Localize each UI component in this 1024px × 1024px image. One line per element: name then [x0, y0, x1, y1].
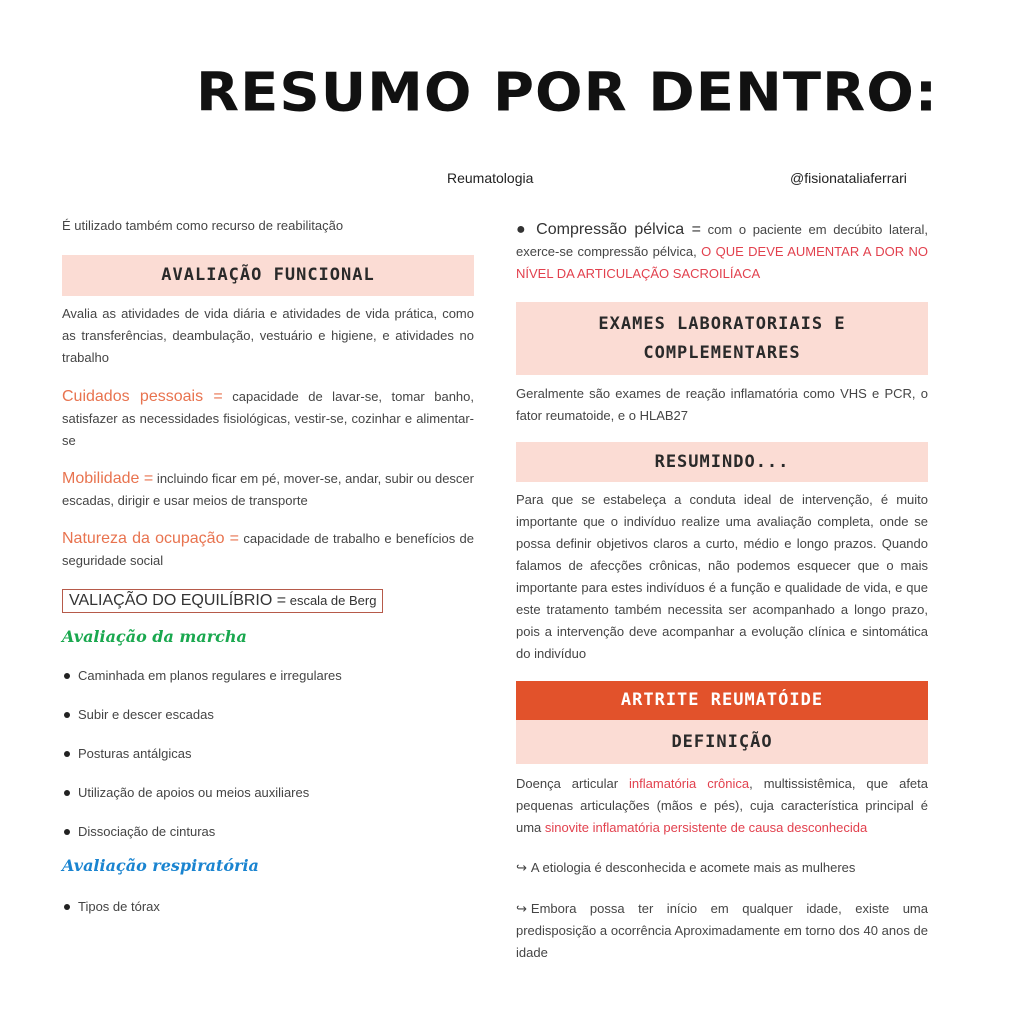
etiology-note: [516, 857, 928, 879]
list-item-text: Caminhada em planos regulares e irregulares: [78, 668, 342, 683]
list-item: [62, 668, 474, 707]
left-column: [62, 214, 474, 938]
bullet-icon: [64, 673, 70, 679]
functional-text: Avalia as atividades de vida diária e atividades de vida prática, como as transferências, deambulação, vestuário e higiene, e atividades no trabalho: [62, 306, 474, 365]
list-item-text: Dissociação de cinturas: [78, 824, 216, 839]
exams-title-line-2: COMPLEMENTARES: [643, 343, 801, 363]
respiratory-list: [62, 899, 474, 938]
balance-box: [62, 589, 383, 613]
bullet-icon: [64, 712, 70, 718]
text-occupation: capacidade de trabalho e benefícios de seguridade social: [62, 531, 475, 568]
list-item-text: Subir e descer escadas: [78, 707, 214, 722]
cropped-line: [62, 984, 322, 992]
definition-part-1: Doença articular: [516, 776, 630, 791]
gait-heading: Avaliação da marcha: [62, 627, 247, 646]
section-heading-summary: RESUMINDO...: [516, 442, 928, 482]
banner-title: RESUMO POR DENTRO:: [196, 62, 939, 124]
pelvic-lead: ● Compressão pélvica =: [516, 221, 701, 238]
balance-box-wrap: [62, 589, 474, 613]
list-item: [62, 746, 474, 785]
list-item: [62, 785, 474, 824]
balance-title: VALIAÇÃO DO EQUILÍBRIO =: [69, 592, 287, 609]
list-item-text: Tipos de tórax: [78, 899, 160, 914]
item-occupation: [62, 528, 474, 572]
onset-note: [516, 898, 928, 964]
text-personal-care: capacidade de lavar-se, tomar banho, satisfazer as necessidades fisiológicas, vestir-se, cozinhar e alimentar-se: [62, 389, 475, 448]
return-arrow-icon: ↪: [516, 860, 527, 875]
bullet-icon: [64, 790, 70, 796]
term-personal-care: Cuidados pessoais =: [62, 388, 223, 405]
section-heading-ra: ARTRITE REUMATÓIDE: [516, 681, 928, 720]
balance-scale: escala de Berg: [286, 593, 377, 608]
onset-text: Embora possa ter início em qualquer idade, existe uma predisposição a ocorrência Aproximadamente em torno dos 40 anos de idade: [516, 901, 928, 960]
list-item-text: Posturas antálgicas: [78, 746, 192, 761]
list-item: [62, 707, 474, 746]
section-heading-definition: DEFINIÇÃO: [516, 720, 928, 764]
respiratory-heading: Avaliação respiratória: [62, 856, 259, 875]
gait-list: [62, 668, 474, 856]
definition-emphasis-1: inflamatória crônica: [629, 776, 750, 791]
definition-part-2: , multissistêmica, que afeta pequenas articulações (mãos e pés), cuja característica principal é uma: [516, 776, 928, 835]
list-item: [62, 899, 474, 938]
bullet-icon: [64, 751, 70, 757]
exams-text: Geralmente são exames de reação inflamatória como VHS e PCR, o fator reumatoide, e o HLAB27: [516, 386, 928, 423]
header-handle: @fisionataliaferrari: [790, 170, 907, 186]
term-mobility: Mobilidade =: [62, 470, 154, 487]
pelvic-text: com o paciente em decúbito lateral, exerce-se compressão pélvica,: [516, 222, 929, 259]
bullet-icon: [64, 829, 70, 835]
exams-title-line-1: EXAMES LABORATORIAIS E: [598, 314, 846, 334]
etiology-text: A etiologia é desconhecida e acomete mais as mulheres: [530, 860, 856, 875]
bullet-icon: [64, 904, 70, 910]
section-heading-exams: [516, 302, 928, 375]
item-mobility: [62, 468, 474, 512]
list-item: [62, 824, 474, 856]
text-mobility: incluindo ficar em pé, mover-se, andar, subir ou descer escadas, dirigir e usar meios de transporte: [62, 471, 474, 508]
summary-text: Para que se estabeleça a conduta ideal de intervenção, é muito importante que o indivíduo realize uma avaliação completa, onde se possa definir objetivos claros a curto, médio e longo prazos. Quando falamos de afecções crônicas, não podemos esquecer que o mais importante para estes indivíduos é a função e qualidade de vida, e que este tratamento também necessita ser acompanhado a longo prazo, pois a intervenção deve acompanhar a evolução clínica e sintomática do indivíduo: [516, 492, 928, 661]
return-arrow-icon: ↪: [516, 901, 527, 916]
right-column: [516, 214, 928, 964]
pelvic-emphasis: O QUE DEVE AUMENTAR A DOR NO NÍVEL DA ARTICULAÇÃO SACROILÍACA: [516, 244, 928, 281]
definition-emphasis-2: sinovite inflamatória persistente de causa desconhecida: [544, 820, 868, 835]
term-occupation: Natureza da ocupação =: [62, 530, 240, 547]
definition-text: [516, 773, 928, 839]
pelvic-compression-text: [516, 219, 928, 285]
item-personal-care: [62, 386, 474, 452]
section-heading-functional: AVALIAÇÃO FUNCIONAL: [62, 255, 474, 296]
pelvic-lead-text: Compressão pélvica =: [536, 221, 701, 238]
intro-text: É utilizado também como recurso de reabilitação: [62, 218, 344, 233]
list-item-text: Utilização de apoios ou meios auxiliares: [78, 785, 310, 800]
header-subject: Reumatologia: [447, 170, 534, 186]
